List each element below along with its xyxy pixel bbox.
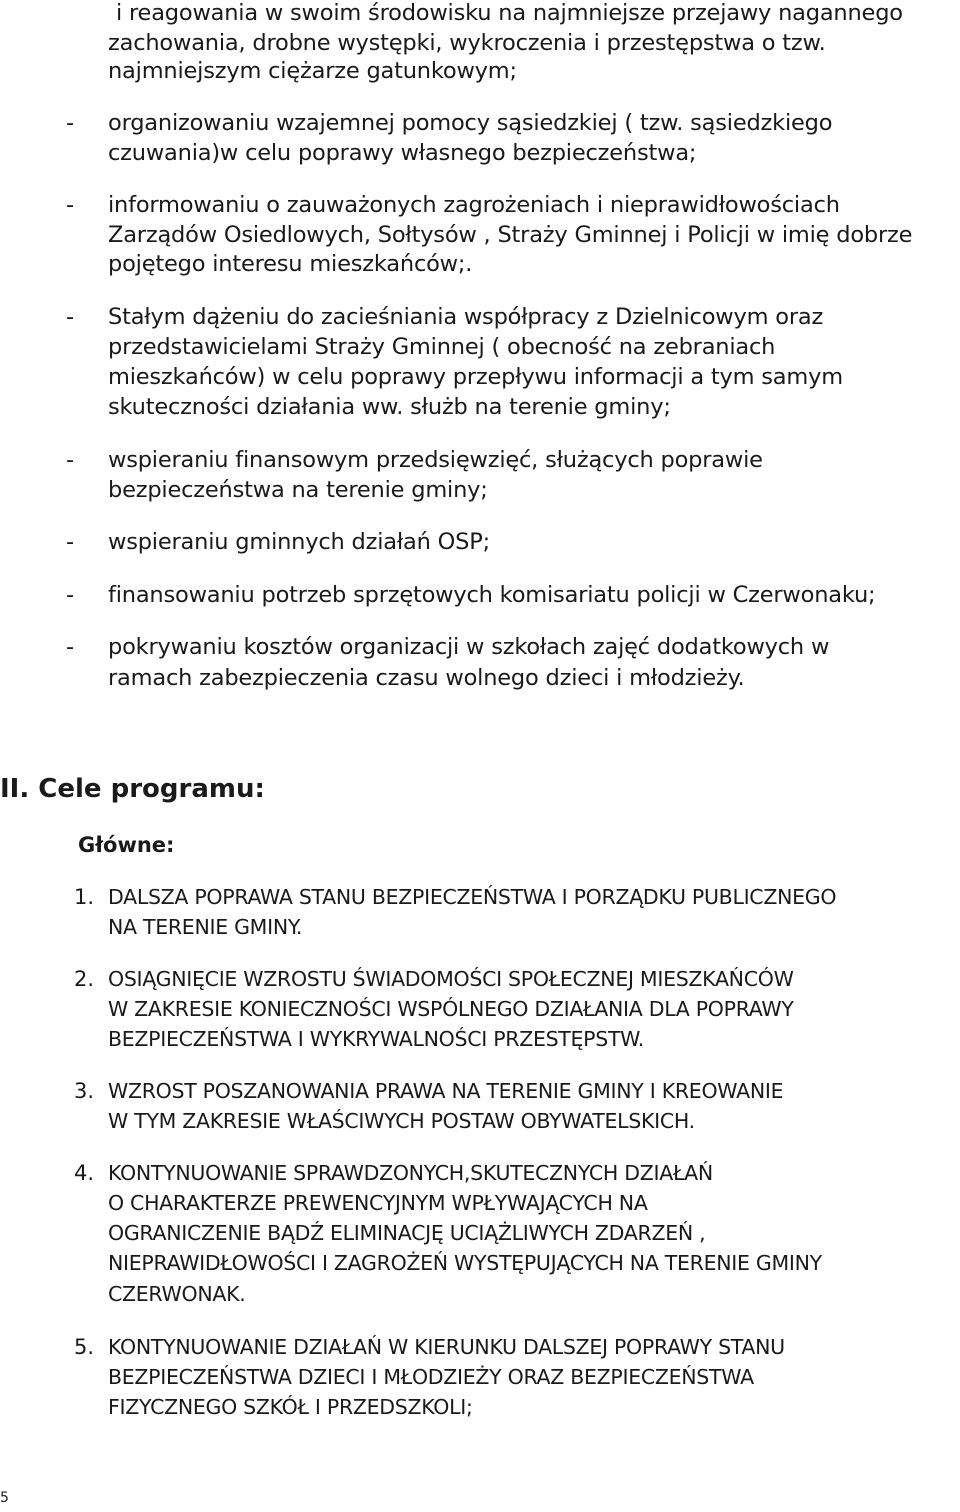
goal-line: DALSZA POPRAWA STANU BEZPIECZEŃSTWA I PORZĄDKU PUBLICZNEGO xyxy=(108,885,837,909)
goal-line: NA TERENIE GMINY. xyxy=(108,915,303,939)
goal-line: OGRANICZENIE BĄDŹ ELIMINACJĘ UCIĄŻLIWYCH ZDARZEŃ , xyxy=(108,1221,706,1245)
section-heading: II. Cele programu: xyxy=(0,774,265,804)
goal-number: 3. xyxy=(74,1079,95,1103)
bullet-line: przedstawicielami Straży Gminnej ( obecność na zebraniach xyxy=(108,334,776,360)
bullet-line: finansowaniu potrzeb sprzętowych komisariatu policji w Czerwonaku; xyxy=(108,582,876,608)
goal-number: 4. xyxy=(74,1161,95,1185)
goal-line: OSIĄGNIĘCIE WZROSTU ŚWIADOMOŚCI SPOŁECZNEJ MIESZKAŃCÓW xyxy=(108,967,794,991)
bullet-marker: - xyxy=(66,110,75,136)
bullet-line: wspieraniu gminnych działań OSP; xyxy=(108,529,490,555)
page-number: 5 xyxy=(0,1490,9,1506)
goal-number: 1. xyxy=(74,885,95,909)
goal-line: KONTYNUOWANIE SPRAWDZONYCH,SKUTECZNYCH DZIAŁAŃ xyxy=(108,1161,713,1185)
bullet-marker: - xyxy=(66,304,75,330)
bullet-line: mieszkańców) w celu poprawy przepływu informacji a tym samym xyxy=(108,364,843,390)
goal-line: FIZYCZNEGO SZKÓŁ I PRZEDSZKOLI; xyxy=(108,1395,473,1419)
goal-line: O CHARAKTERZE PREWENCYJNYM WPŁYWAJĄCYCH NA xyxy=(108,1191,648,1215)
bullet-marker: - xyxy=(66,529,75,555)
bullet-line: organizowaniu wzajemnej pomocy sąsiedzkiej ( tzw. sąsiedzkiego xyxy=(108,110,833,136)
bullet-line: Stałym dążeniu do zacieśniania współpracy z Dzielnicowym oraz xyxy=(108,304,824,330)
bullet-line: informowaniu o zauważonych zagrożeniach i nieprawidłowościach xyxy=(108,192,840,218)
bullet-line: pokrywaniu kosztów organizacji w szkołach zajęć dodatkowych w xyxy=(108,634,830,660)
intro-line: zachowania, drobne występki, wykroczenia i przestępstwa o tzw. xyxy=(108,30,826,56)
subheading: Główne: xyxy=(78,833,175,857)
bullet-marker: - xyxy=(66,192,75,218)
bullet-marker: - xyxy=(66,634,75,660)
bullet-marker: - xyxy=(66,447,75,473)
goal-line: BEZPIECZEŃSTWA DZIECI I MŁODZIEŻY ORAZ BEZPIECZEŃSTWA xyxy=(108,1365,754,1389)
goal-number: 2. xyxy=(74,967,95,991)
bullet-marker: - xyxy=(66,582,75,608)
goal-number: 5. xyxy=(74,1335,95,1359)
intro-line: i reagowania w swoim środowisku na najmniejsze przejawy nagannego xyxy=(116,0,903,26)
goal-line: BEZPIECZEŃSTWA I WYKRYWALNOŚCI PRZESTĘPSTW. xyxy=(108,1027,645,1051)
goal-line: W TYM ZAKRESIE WŁAŚCIWYCH POSTAW OBYWATELSKICH. xyxy=(108,1109,695,1133)
bullet-line: bezpieczeństwa na terenie gminy; xyxy=(108,477,488,503)
bullet-line: pojętego interesu mieszkańców;. xyxy=(108,251,473,277)
intro-line: najmniejszym ciężarze gatunkowym; xyxy=(108,58,517,84)
bullet-line: wspieraniu finansowym przedsięwzięć, służących poprawie xyxy=(108,447,763,473)
goal-line: KONTYNUOWANIE DZIAŁAŃ W KIERUNKU DALSZEJ POPRAWY STANU xyxy=(108,1335,785,1359)
goal-line: NIEPRAWIDŁOWOŚCI I ZAGROŻEŃ WYSTĘPUJĄCYCH NA TERENIE GMINY xyxy=(108,1251,822,1275)
goal-line: WZROST POSZANOWANIA PRAWA NA TERENIE GMINY I KREOWANIE xyxy=(108,1079,784,1103)
goal-line: W ZAKRESIE KONIECZNOŚCI WSPÓLNEGO DZIAŁANIA DLA POPRAWY xyxy=(108,997,794,1021)
goal-line: CZERWONAK. xyxy=(108,1282,246,1306)
bullet-line: Zarządów Osiedlowych, Sołtysów , Straży Gminnej i Policji w imię dobrze xyxy=(108,222,913,248)
bullet-line: czuwania)w celu poprawy własnego bezpieczeństwa; xyxy=(108,140,697,166)
bullet-line: ramach zabezpieczenia czasu wolnego dzieci i młodzieży. xyxy=(108,665,745,691)
bullet-line: skuteczności działania ww. służb na terenie gminy; xyxy=(108,394,671,420)
